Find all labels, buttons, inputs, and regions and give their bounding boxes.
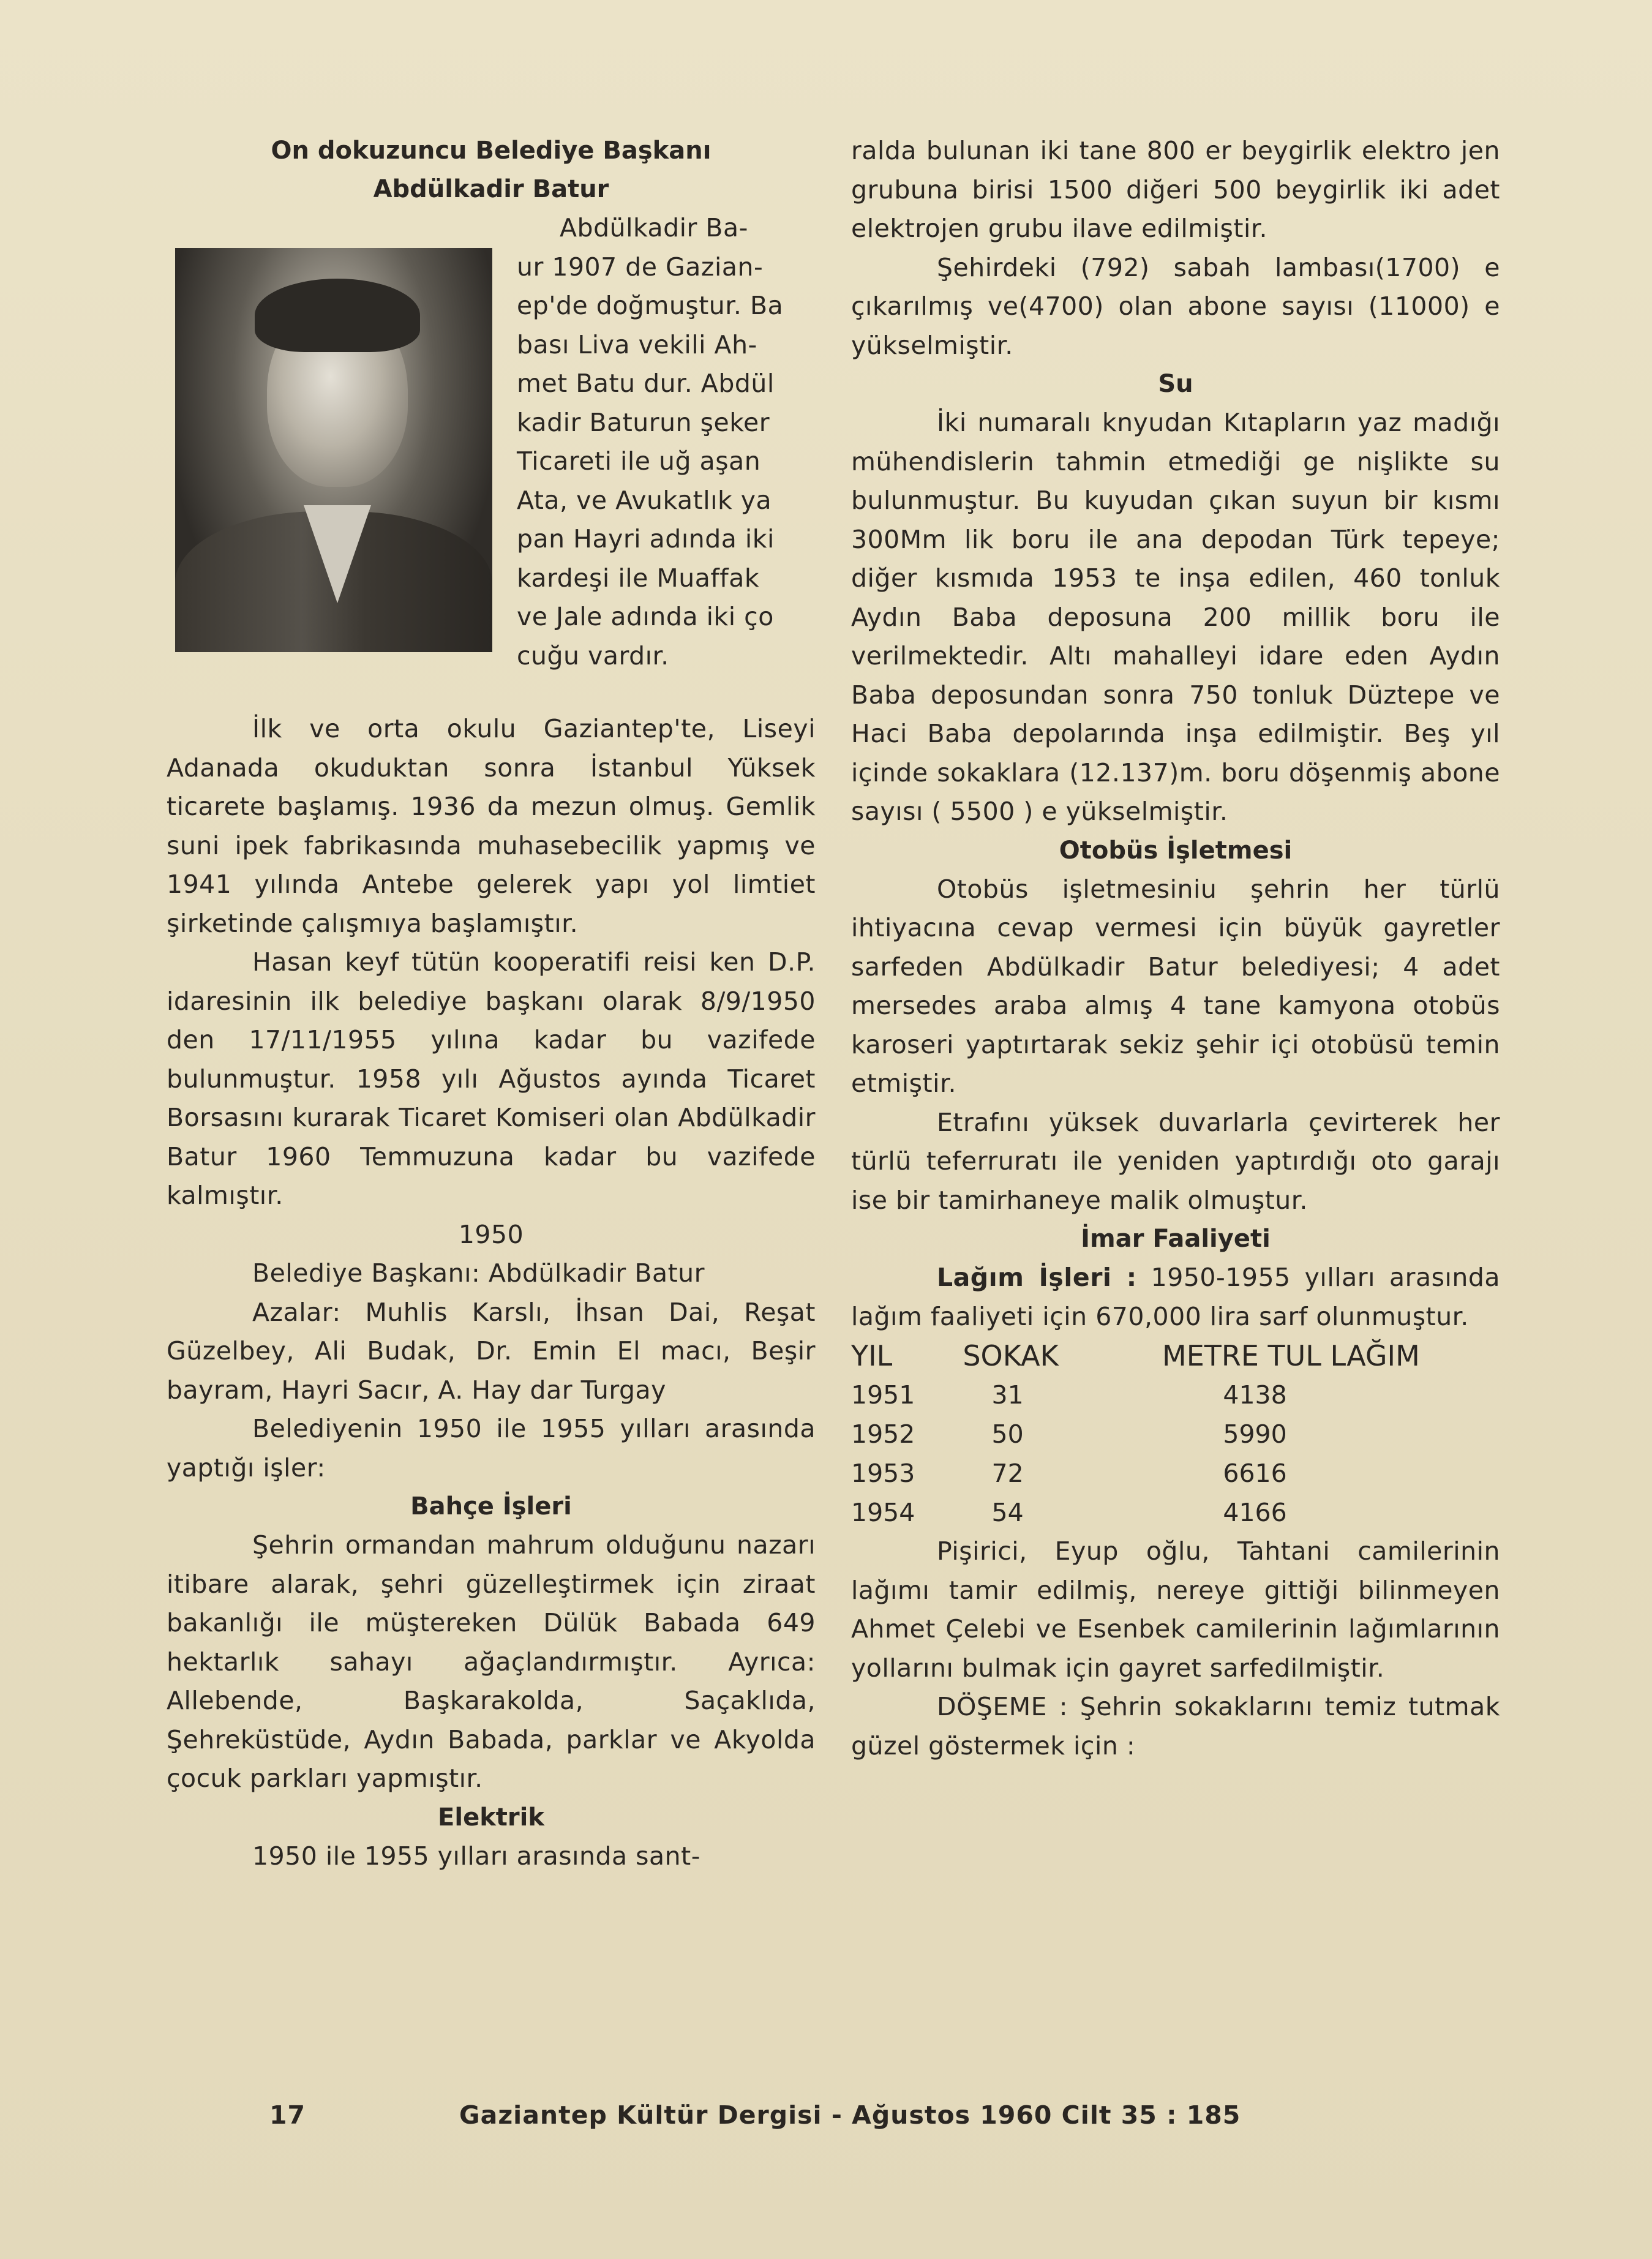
heading-elektrik: Elektrik — [438, 1803, 544, 1832]
table-row: 1952 50 5990 — [851, 1419, 1287, 1449]
paragraph-education: İlk ve orta okulu Gaziantep'te, Liseyi Adanada okuduktan sonra İstanbul Yüksek ticarete başlamış. 1936 da mezun olmuş. Gemlik suni ipek fabrikasında muhasebecilik yapmış ve 1941 yılında Antebe gelerek yapı yol limtiet şirketinde çalışmıya başlamıştır. — [167, 714, 816, 938]
paragraph-lagim — [851, 1258, 1500, 1336]
page-number: 17 — [269, 2100, 306, 2130]
paragraph-works-intro: Belediyenin 1950 ile 1955 yılları arasında yaptığı işler: — [167, 1414, 816, 1483]
paragraph-career: Hasan keyf tütün kooperatifi reisi ken D.P. idaresinin ilk belediye başkanı olarak 8/9/1950 den 17/11/1955 yılına kadar bu vazifede bulunmuştur. 1958 yılı Ağustos ayında Ticaret Borsasını kurarak Ticaret Komiseri olan Abdülkadir Batur 1960 Temmuzuna kadar bu vazifede kalmıştır. — [167, 947, 816, 1210]
bio-text: Abdülkadir Ba- ur 1907 de Gazian- ep'de doğmuştur. Ba bası Liva vekili Ah- met Batu dur. Abdül kadir Baturun şeker Ticareti ile uğ aşan Ata, ve Avukatlık ya pan Hayri adında iki kardeşi ile Muaffak ve Jale adında iki ço cuğu vardır. — [517, 213, 784, 671]
article-subtitle: Abdülkadir Batur — [373, 175, 609, 203]
paragraph-su: İki numaralı knyudan Kıtapların yaz madığı mühendislerin tahmin etmediği ge nişlikte su bulunmuştur. Bu kuyudan çıkan suyun bir kısmı 300Mm lik boru ile ana depodan Türk tepeye; diğer kısmıda 1953 te inşa edilen, 460 tonluk Aydın Baba deposuna 200 millik boru ile verilmektedir. Altı mahalleyi idare eden Aydın Baba deposundan sonra 750 tonluk Düztepe ve Haci Baba depolarında inşa edilmiştir. Beş yıl içinde sokaklara (12.137)m. boru döşenmiş abone sayısı ( 5500 ) e yükselmiştir. — [851, 408, 1500, 826]
right-column — [851, 132, 1500, 1765]
paragraph-camiler: Pişirici, Eyup oğlu, Tahtani camilerinin lağımı tamir edilmiş, nereye gittiği bilinmeyen Ahmet Çelebi ve Esenbek camilerinin lağımlarının yollarını bulmak için gayret sarfedilmiştir. — [851, 1536, 1500, 1683]
paragraph-otobus: Otobüs işletmesiniu şehrin her türlü ihtiyacına cevap vermesi için büyük gayretler sarfeden Abdülkadir Batur belediyesi; 4 adet mersedes araba almış 4 tane kamyona otobüs karoseri yaptırtarak sekiz şehir içi otobüsü temin etmiştir. — [851, 874, 1500, 1098]
heading-bahce: Bahçe İşleri — [410, 1492, 572, 1520]
portrait-photo — [175, 248, 492, 652]
left-column — [167, 132, 816, 1876]
paragraph-elektrik-cont: ralda bulunan iki tane 800 er beygirlik elektro jen grubuna birisi 1500 diğeri 500 beygirlik iki adet elektrojen grubu ilave edilmiştir. — [851, 136, 1500, 243]
council-members: Azalar: Muhlis Karslı, İhsan Dai, Reşat Güzelbey, Ali Budak, Dr. Emin El macı, Beşir bayram, Hayri Sacır, A. Hay dar Turgay — [167, 1297, 816, 1405]
heading-imar: İmar Faaliyeti — [1081, 1225, 1271, 1253]
paragraph-lamps: Şehirdeki (792) sabah lambası(1700) e çıkarılmış ve(4700) olan abone sayısı (11000) e yükselmiştir. — [851, 252, 1500, 360]
masthead: Gaziantep Kültür Dergisi - Ağustos 1960 Cilt 35 : 185 — [459, 2100, 1241, 2130]
article-title: On dokuzuncu Belediye Başkanı — [271, 137, 711, 165]
heading-otobus: Otobüs İşletmesi — [1059, 836, 1293, 865]
paragraph-elektrik-start: 1950 ile 1955 yılları arasında sant- — [252, 1841, 700, 1871]
mayor-line: Belediye Başkanı: Abdülkadir Batur — [252, 1258, 705, 1288]
table-row: 1953 72 6616 — [851, 1459, 1287, 1488]
paragraph-garaj: Etrafını yüksek duvarlarla çevirterek her türlü teferruratı ile yeniden yaptırdığı oto garajı ise bir tamirhaneye malik olmuştur. — [851, 1107, 1500, 1215]
paragraph-doseme: DÖŞEME : Şehrin sokaklarını temiz tutmak güzel göstermek için : — [851, 1692, 1500, 1761]
paragraph-bahce: Şehrin ormandan mahrum olduğunu nazarı itibare alarak, şehri güzelleştirmek için ziraat bakanlığı ile müştereken Dülük Babada 649 hektarlık sahayı ağaçlandırmıştır. Ayrıca: Allebende, Başkarakolda, Saçaklıda, Şehreküstüde, Aydın Babada, parklar ve Akyolda çocuk parkları yapmıştır. — [167, 1530, 816, 1793]
lagim-table — [851, 1336, 1500, 1532]
lagim-text: 1950-1955 yılları arasında lağım faaliyeti için 670,000 lira sarf olunmuştur. — [851, 1263, 1500, 1331]
heading-su: Su — [1158, 370, 1193, 398]
table-row: 1954 54 4166 — [851, 1498, 1287, 1527]
table-header: YIL SOKAK METRE TUL LAĞIM — [851, 1339, 1420, 1372]
table-row: 1951 31 4138 — [851, 1380, 1287, 1410]
bio-block — [167, 209, 816, 675]
year-heading: 1950 — [458, 1219, 524, 1249]
lagim-label: Lağım İşleri : — [937, 1263, 1137, 1292]
